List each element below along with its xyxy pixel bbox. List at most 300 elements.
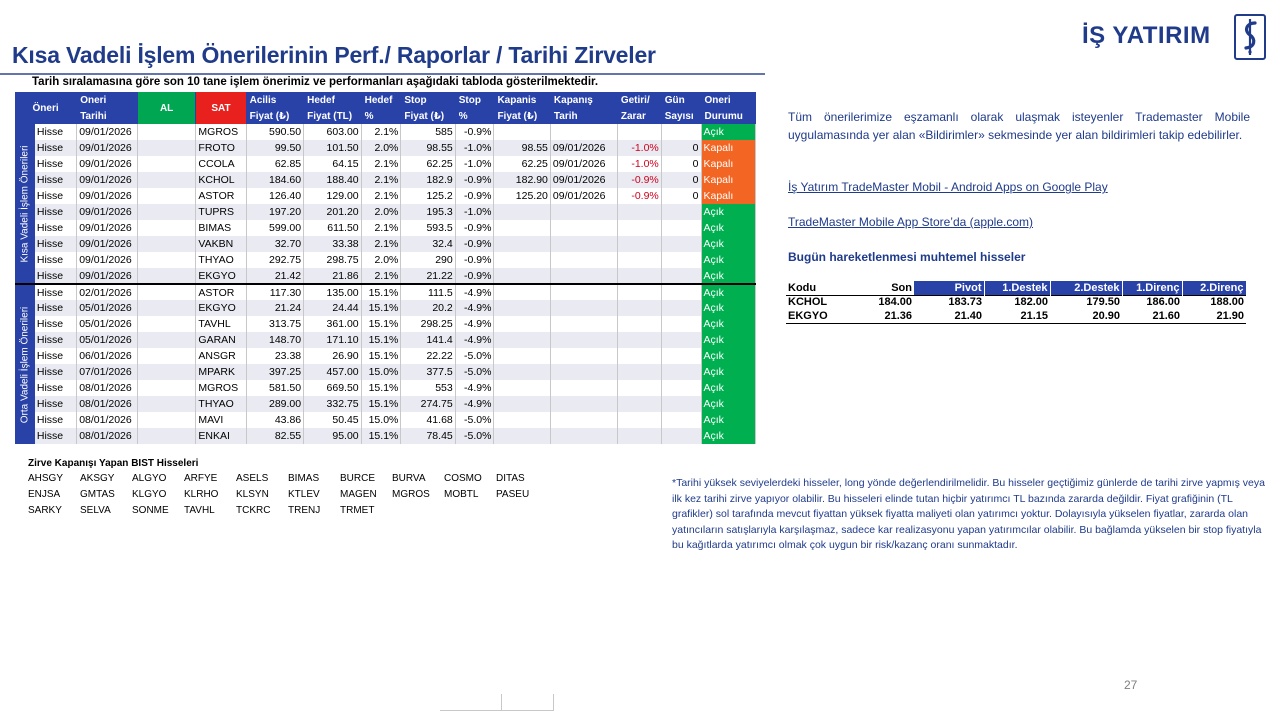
row-date-cell: 05/01/2026 [77, 316, 138, 332]
table-row [15, 172, 756, 188]
pivot-row [786, 295, 1246, 309]
pivot-cell-resistance-2: 21.90 [1182, 309, 1246, 323]
row-return-cell [617, 268, 661, 284]
row-type-cell: Hisse [35, 380, 77, 396]
pivot-header-pivot: Pivot [914, 281, 984, 295]
peak-stock-item: MAGEN [340, 489, 377, 500]
row-al-cell [137, 124, 196, 140]
row-target-price-cell: 101.50 [304, 140, 362, 156]
row-open-price-cell: 21.42 [246, 268, 304, 284]
row-target-pct-cell: 15.1% [361, 348, 401, 364]
row-target-price-cell: 603.00 [304, 124, 362, 140]
row-status-cell: Açık [701, 236, 756, 252]
peaks-title: Zirve Kapanışı Yapan BIST Hisseleri [28, 458, 199, 469]
table-row [15, 220, 756, 236]
row-close-price-cell: 98.55 [494, 140, 550, 156]
row-return-cell [617, 252, 661, 268]
row-close-date-cell [550, 204, 617, 220]
row-close-price-cell: 125.20 [494, 188, 550, 204]
row-days-cell [661, 380, 701, 396]
row-type-cell: Hisse [35, 236, 77, 252]
row-return-cell [617, 316, 661, 332]
row-code-cell: ANSGR [196, 348, 246, 364]
row-target-pct-cell: 2.1% [361, 172, 401, 188]
row-target-price-cell: 33.38 [304, 236, 362, 252]
table-row [15, 284, 756, 300]
pivot-header-code: Kodu [786, 281, 854, 295]
row-target-price-cell: 95.00 [304, 428, 362, 444]
pivot-header-support-1: 1.Destek [984, 281, 1050, 295]
row-return-cell [617, 364, 661, 380]
pivot-cell-resistance-1: 186.00 [1122, 295, 1182, 309]
row-return-cell: -1.0% [617, 156, 661, 172]
header-date-1: Oneri [77, 92, 138, 108]
row-target-price-cell: 361.00 [304, 316, 362, 332]
row-target-price-cell: 188.40 [304, 172, 362, 188]
row-stop-price-cell: 111.5 [401, 284, 455, 300]
row-stop-pct-cell: -1.0% [455, 140, 494, 156]
header-oneri: Öneri [15, 92, 77, 124]
row-stop-price-cell: 20.2 [401, 300, 455, 316]
row-stop-price-cell: 125.2 [401, 188, 455, 204]
row-stop-price-cell: 21.22 [401, 268, 455, 284]
row-open-price-cell: 23.38 [246, 348, 304, 364]
title-underline [0, 73, 765, 75]
recommendations-table [15, 92, 756, 444]
pivot-levels-table [786, 281, 1247, 324]
table-row [15, 204, 756, 220]
header-stop-1: Stop [401, 92, 455, 108]
short-term-group-label [15, 124, 35, 284]
row-return-cell [617, 428, 661, 444]
table-row [15, 332, 756, 348]
company-logo [1082, 12, 1272, 62]
row-close-price-cell [494, 284, 550, 300]
row-status-cell: Kapalı [701, 172, 756, 188]
row-close-date-cell [550, 316, 617, 332]
row-close-price-cell: 182.90 [494, 172, 550, 188]
footer-divider [501, 694, 502, 710]
row-target-pct-cell: 15.1% [361, 428, 401, 444]
row-close-price-cell [494, 332, 550, 348]
row-stop-price-cell: 585 [401, 124, 455, 140]
row-close-date-cell [550, 268, 617, 284]
row-type-cell: Hisse [35, 252, 77, 268]
peak-stock-item: TAVHL [184, 505, 215, 516]
row-type-cell: Hisse [35, 204, 77, 220]
mid-term-group-label [15, 284, 35, 444]
row-al-cell [137, 252, 196, 268]
row-al-cell [137, 220, 196, 236]
row-close-date-cell [550, 236, 617, 252]
row-date-cell: 09/01/2026 [77, 124, 138, 140]
row-type-cell: Hisse [35, 396, 77, 412]
row-target-price-cell: 457.00 [304, 364, 362, 380]
row-days-cell: 0 [661, 172, 701, 188]
row-target-price-cell: 24.44 [304, 300, 362, 316]
peak-stock-item: BURCE [340, 473, 376, 484]
row-close-price-cell [494, 348, 550, 364]
page-title: Kısa Vadeli İşlem Önerilerinin Perf./ Raporlar / Tarihi Zirveler [12, 42, 656, 68]
row-return-cell [617, 124, 661, 140]
row-stop-pct-cell: -5.0% [455, 412, 494, 428]
header-close-2: Fiyat (₺) [494, 108, 550, 124]
row-date-cell: 09/01/2026 [77, 204, 138, 220]
peak-stock-item: SARKY [28, 505, 62, 516]
row-type-cell: Hisse [35, 156, 77, 172]
table-row [15, 140, 756, 156]
group-label-text: Kısa Vadeli İşlem Önerileri [19, 144, 31, 263]
header-target-2: Fiyat (TL) [304, 108, 362, 124]
row-close-date-cell: 09/01/2026 [550, 172, 617, 188]
peak-stock-item: SELVA [80, 505, 111, 516]
table-row [15, 236, 756, 252]
header-target-pct-2: % [361, 108, 401, 124]
row-date-cell: 08/01/2026 [77, 428, 138, 444]
row-close-date-cell [550, 428, 617, 444]
table-header-row-2 [15, 108, 756, 124]
row-target-price-cell: 298.75 [304, 252, 362, 268]
row-stop-price-cell: 182.9 [401, 172, 455, 188]
row-days-cell [661, 204, 701, 220]
row-return-cell [617, 348, 661, 364]
row-type-cell: Hisse [35, 124, 77, 140]
footer-divider [440, 710, 554, 711]
row-target-price-cell: 669.50 [304, 380, 362, 396]
pivot-cell-last: 21.36 [854, 309, 914, 323]
row-status-cell: Kapalı [701, 188, 756, 204]
header-return-2: Zarar [617, 108, 661, 124]
row-al-cell [137, 156, 196, 172]
row-date-cell: 07/01/2026 [77, 364, 138, 380]
row-code-cell: TAVHL [196, 316, 246, 332]
pivot-cell-resistance-1: 21.60 [1122, 309, 1182, 323]
row-open-price-cell: 599.00 [246, 220, 304, 236]
pivot-cell-support-2: 20.90 [1050, 309, 1122, 323]
header-open-2: Fiyat (₺) [246, 108, 304, 124]
row-code-cell: EKGYO [196, 300, 246, 316]
row-status-cell: Açık [701, 348, 756, 364]
row-close-date-cell [550, 380, 617, 396]
row-stop-pct-cell: -0.9% [455, 188, 494, 204]
peak-stock-item: COSMO [444, 473, 482, 484]
peak-stock-item: KLGYO [132, 489, 167, 500]
row-type-cell: Hisse [35, 348, 77, 364]
row-date-cell: 08/01/2026 [77, 396, 138, 412]
peak-stock-item: KLRHO [184, 489, 219, 500]
row-date-cell: 09/01/2026 [77, 156, 138, 172]
row-date-cell: 09/01/2026 [77, 268, 138, 284]
row-type-cell: Hisse [35, 412, 77, 428]
row-stop-pct-cell: -1.0% [455, 156, 494, 172]
row-stop-price-cell: 553 [401, 380, 455, 396]
row-open-price-cell: 126.40 [246, 188, 304, 204]
peak-stock-item: BURVA [392, 473, 426, 484]
row-open-price-cell: 313.75 [246, 316, 304, 332]
row-return-cell [617, 220, 661, 236]
row-status-cell: Açık [701, 252, 756, 268]
row-code-cell: MGROS [196, 380, 246, 396]
row-status-cell: Açık [701, 124, 756, 140]
row-open-price-cell: 581.50 [246, 380, 304, 396]
row-close-date-cell [550, 252, 617, 268]
row-code-cell: ASTOR [196, 188, 246, 204]
table-row [15, 156, 756, 172]
peak-stock-item: MOBTL [444, 489, 479, 500]
historical-peaks-note: *Tarihi yüksek seviyelerdeki hisseler, long yönde değerlendirilmelidir. Bu hisseler geçtiğimiz günlerde de tarihi zirve yapmış veya ilk kez tarihi zirve yapıyor olabilir. Bu hisseleri elinde tutan hiçbir yatırımcı TL bazında zararda değildir. Fiyat grafiğinin (TL grafikler) sol tarafında mevcut fiyattan yüksek fiyatta maliyeti olan yatırımcı yoktur. Dolayısıyla yükselen fiyatlar, zararda olan yatıncıların satışlarıyla karşılaşmaz, sadece kar realizasyonu yapan yatırımcılar olabilir. Bu bağlamda yükselen bir stop fiyatıyla bu kağıtlarda yatırımcı olmak çok uygun bir risk/kazanç oranı sunmaktadır. [672, 477, 1265, 551]
row-stop-pct-cell: -5.0% [455, 348, 494, 364]
row-target-price-cell: 611.50 [304, 220, 362, 236]
row-stop-pct-cell: -0.9% [455, 268, 494, 284]
row-close-date-cell [550, 412, 617, 428]
row-target-pct-cell: 15.1% [361, 380, 401, 396]
row-stop-price-cell: 377.5 [401, 364, 455, 380]
row-stop-pct-cell: -4.9% [455, 396, 494, 412]
row-stop-pct-cell: -4.9% [455, 300, 494, 316]
row-return-cell: -0.9% [617, 172, 661, 188]
peak-stock-item: ARFYE [184, 473, 218, 484]
page-number: 27 [1124, 678, 1138, 692]
pivot-header-last: Son [854, 281, 914, 295]
row-stop-pct-cell: -0.9% [455, 124, 494, 140]
row-target-pct-cell: 15.1% [361, 300, 401, 316]
row-stop-price-cell: 22.22 [401, 348, 455, 364]
row-type-cell: Hisse [35, 172, 77, 188]
header-days-2: Sayısı [661, 108, 701, 124]
row-open-price-cell: 99.50 [246, 140, 304, 156]
row-stop-pct-cell: -0.9% [455, 252, 494, 268]
row-al-cell [137, 428, 196, 444]
row-open-price-cell: 292.75 [246, 252, 304, 268]
peak-stock-item: SONME [132, 505, 169, 516]
peak-stock-item: TRENJ [288, 505, 321, 516]
row-return-cell [617, 236, 661, 252]
row-type-cell: Hisse [35, 188, 77, 204]
table-row [15, 188, 756, 204]
table-row [15, 268, 756, 284]
row-date-cell: 09/01/2026 [77, 236, 138, 252]
header-target-pct-1: Hedef [361, 92, 401, 108]
pivot-cell-support-2: 179.50 [1050, 295, 1122, 309]
header-close-date-2: Tarih [550, 108, 617, 124]
header-status-1: Oneri [701, 92, 756, 108]
header-date-2: Tarihi [77, 108, 138, 124]
row-code-cell: MAVI [196, 412, 246, 428]
peak-stock-item: TCKRC [236, 505, 271, 516]
row-status-cell: Açık [701, 396, 756, 412]
row-code-cell: FROTO [196, 140, 246, 156]
row-stop-price-cell: 141.4 [401, 332, 455, 348]
row-al-cell [137, 364, 196, 380]
row-al-cell [137, 300, 196, 316]
table-row [15, 252, 756, 268]
row-return-cell [617, 380, 661, 396]
table-header-row-1 [15, 92, 756, 108]
row-target-pct-cell: 2.1% [361, 268, 401, 284]
row-close-date-cell: 09/01/2026 [550, 140, 617, 156]
row-target-pct-cell: 2.0% [361, 140, 401, 156]
row-target-pct-cell: 2.0% [361, 252, 401, 268]
row-status-cell: Açık [701, 268, 756, 284]
stocks-heading: Bugün hareketlenmesi muhtemel hisseler [788, 250, 1026, 264]
header-sat: SAT [196, 92, 246, 124]
row-target-pct-cell: 15.0% [361, 364, 401, 380]
row-close-date-cell [550, 332, 617, 348]
table-row [15, 380, 756, 396]
peak-stock-item: ASELS [236, 473, 269, 484]
row-al-cell [137, 268, 196, 284]
row-target-price-cell: 332.75 [304, 396, 362, 412]
row-al-cell [137, 172, 196, 188]
table-row [15, 348, 756, 364]
row-target-price-cell: 129.00 [304, 188, 362, 204]
row-stop-pct-cell: -0.9% [455, 220, 494, 236]
peak-stock-item: AKSGY [80, 473, 115, 484]
peak-stock-item: TRMET [340, 505, 375, 516]
row-target-price-cell: 64.15 [304, 156, 362, 172]
peak-stock-item: MGROS [392, 489, 430, 500]
row-stop-pct-cell: -0.9% [455, 172, 494, 188]
row-al-cell [137, 284, 196, 300]
row-stop-price-cell: 78.45 [401, 428, 455, 444]
row-stop-price-cell: 41.68 [401, 412, 455, 428]
row-close-price-cell [494, 412, 550, 428]
row-close-price-cell [494, 380, 550, 396]
pivot-header-row [786, 281, 1246, 295]
row-days-cell [661, 236, 701, 252]
row-date-cell: 02/01/2026 [77, 284, 138, 300]
row-return-cell [617, 204, 661, 220]
row-close-price-cell [494, 316, 550, 332]
row-days-cell [661, 348, 701, 364]
row-al-cell [137, 412, 196, 428]
row-code-cell: VAKBN [196, 236, 246, 252]
row-stop-pct-cell: -5.0% [455, 364, 494, 380]
row-status-cell: Açık [701, 380, 756, 396]
row-date-cell: 09/01/2026 [77, 140, 138, 156]
row-stop-pct-cell: -4.9% [455, 316, 494, 332]
row-stop-pct-cell: -0.9% [455, 236, 494, 252]
table-row [15, 124, 756, 140]
row-stop-price-cell: 32.4 [401, 236, 455, 252]
row-close-date-cell [550, 300, 617, 316]
footer-divider [553, 694, 554, 710]
row-close-price-cell [494, 364, 550, 380]
table-row [15, 412, 756, 428]
row-date-cell: 06/01/2026 [77, 348, 138, 364]
row-al-cell [137, 332, 196, 348]
row-status-cell: Açık [701, 220, 756, 236]
row-close-date-cell [550, 364, 617, 380]
peaks-list [28, 472, 568, 518]
row-code-cell: THYAO [196, 396, 246, 412]
row-code-cell: CCOLA [196, 156, 246, 172]
row-days-cell [661, 316, 701, 332]
row-open-price-cell: 184.60 [246, 172, 304, 188]
row-code-cell: ASTOR [196, 284, 246, 300]
table-row [15, 396, 756, 412]
row-stop-pct-cell: -4.9% [455, 284, 494, 300]
row-status-cell: Kapalı [701, 156, 756, 172]
row-target-pct-cell: 15.1% [361, 284, 401, 300]
row-stop-price-cell: 274.75 [401, 396, 455, 412]
row-close-date-cell: 09/01/2026 [550, 188, 617, 204]
row-days-cell: 0 [661, 140, 701, 156]
pivot-cell-pivot: 183.73 [914, 295, 984, 309]
row-date-cell: 08/01/2026 [77, 380, 138, 396]
header-target-1: Hedef [304, 92, 362, 108]
row-return-cell: -0.9% [617, 188, 661, 204]
row-stop-pct-cell: -4.9% [455, 380, 494, 396]
row-date-cell: 09/01/2026 [77, 188, 138, 204]
peak-stock-item: BIMAS [288, 473, 320, 484]
row-open-price-cell: 32.70 [246, 236, 304, 252]
row-return-cell [617, 300, 661, 316]
row-type-cell: Hisse [35, 268, 77, 284]
peak-stock-item: GMTAS [80, 489, 115, 500]
row-target-pct-cell: 2.0% [361, 204, 401, 220]
row-target-pct-cell: 15.0% [361, 412, 401, 428]
row-stop-pct-cell: -4.9% [455, 332, 494, 348]
row-days-cell [661, 252, 701, 268]
row-stop-price-cell: 298.25 [401, 316, 455, 332]
android-app-link[interactable]: İş Yatırım TradeMaster Mobil - Android Apps on Google Play [788, 180, 1108, 194]
ios-app-link[interactable]: TradeMaster Mobile App Store’da (apple.com) [788, 215, 1034, 229]
logo-text: İŞ YATIRIM [1082, 22, 1211, 49]
row-close-date-cell [550, 124, 617, 140]
row-al-cell [137, 396, 196, 412]
row-al-cell [137, 236, 196, 252]
group-label-text: Orta Vadeli İşlem Önerileri [19, 306, 31, 423]
row-close-price-cell [494, 300, 550, 316]
header-status-2: Durumu [701, 108, 756, 124]
header-close-1: Kapanis [494, 92, 550, 108]
row-close-price-cell [494, 220, 550, 236]
row-days-cell [661, 428, 701, 444]
peak-stock-item: DITAS [496, 473, 525, 484]
row-al-cell [137, 316, 196, 332]
row-days-cell [661, 412, 701, 428]
row-close-price-cell [494, 236, 550, 252]
row-target-pct-cell: 15.1% [361, 316, 401, 332]
row-code-cell: EKGYO [196, 268, 246, 284]
table-subtitle: Tarih sıralamasına göre son 10 tane işlem önerimiz ve performanları aşağıdaki tabloda gösterilmektedir. [32, 76, 599, 88]
row-target-price-cell: 21.86 [304, 268, 362, 284]
pivot-cell-support-1: 21.15 [984, 309, 1050, 323]
row-stop-pct-cell: -1.0% [455, 204, 494, 220]
row-open-price-cell: 197.20 [246, 204, 304, 220]
row-days-cell [661, 284, 701, 300]
pivot-cell-resistance-2: 188.00 [1182, 295, 1246, 309]
table-row [15, 364, 756, 380]
header-open-1: Acilis [246, 92, 304, 108]
row-stop-price-cell: 98.55 [401, 140, 455, 156]
pivot-row [786, 309, 1246, 323]
row-stop-price-cell: 62.25 [401, 156, 455, 172]
row-type-cell: Hisse [35, 428, 77, 444]
row-days-cell: 0 [661, 156, 701, 172]
row-status-cell: Açık [701, 332, 756, 348]
row-days-cell [661, 220, 701, 236]
row-target-pct-cell: 2.1% [361, 124, 401, 140]
row-date-cell: 05/01/2026 [77, 332, 138, 348]
row-days-cell [661, 396, 701, 412]
row-close-date-cell [550, 220, 617, 236]
row-stop-price-cell: 290 [401, 252, 455, 268]
row-close-price-cell [494, 252, 550, 268]
row-type-cell: Hisse [35, 220, 77, 236]
row-stop-price-cell: 593.5 [401, 220, 455, 236]
